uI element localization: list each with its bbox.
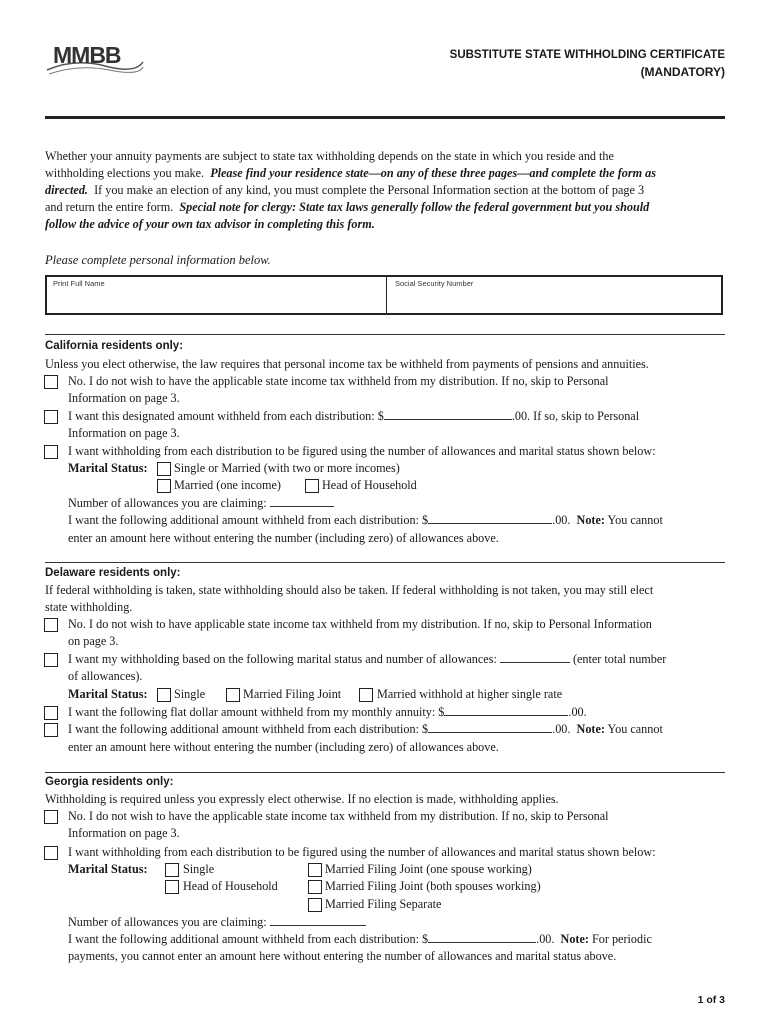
ga-note-label: Note:: [560, 932, 589, 946]
ca-marital-label: Marital Status:: [68, 461, 148, 475]
ca-additional-text: I want the following additional amount withheld from each distribution: $: [68, 513, 429, 527]
ga-figured-withholding-checkbox[interactable]: [44, 846, 58, 860]
ga-head-of-household-label: Head of Household: [183, 879, 278, 893]
delaware-heading: Delaware residents only:: [45, 567, 181, 579]
ga-additional-text: I want the following additional amount withheld from each distribution: $: [68, 932, 429, 946]
ca-additional-line1: [68, 512, 663, 528]
ga-additional-suffix: .00.: [536, 932, 555, 946]
ga-joint-both-spouses-checkbox[interactable]: [308, 880, 322, 894]
ca-married-one-income-label: Married (one income): [174, 478, 281, 492]
de-opt2-line1: [68, 651, 666, 667]
ga-joint-one-spouse-label: Married Filing Joint (one spouse working): [325, 862, 532, 876]
de-allowances-input[interactable]: [500, 651, 570, 663]
de-flat-suffix: .00.: [568, 705, 587, 719]
de-additional-suffix: .00.: [552, 722, 571, 736]
de-opt2-suffix: (enter total number: [572, 652, 667, 666]
intro-line-3: [45, 182, 644, 198]
ca-note-text: You cannot: [607, 513, 663, 527]
de-opt2-line2: of allowances).: [68, 669, 143, 683]
de-single-label: Single: [174, 687, 206, 701]
de-opt1-line1: No. I do not wish to have applicable state income tax withheld from my distribution. If no, skip to Personal Information: [68, 617, 652, 631]
ca-designated-amount-checkbox[interactable]: [44, 410, 58, 424]
ca-opt2-line1: [68, 408, 639, 424]
ca-opt2-text: I want this designated amount withheld from each distribution: $: [68, 409, 384, 423]
ca-opt3: I want withholding from each distribution to be figured using the number of allowances and marital status shown below:: [68, 444, 656, 458]
ga-filing-separate-label: Married Filing Separate: [325, 897, 442, 911]
intro-line-4b: Special note for clergy: State tax laws generally follow the federal government but you should: [179, 200, 650, 214]
de-marital-label: Marital Status:: [68, 687, 148, 701]
intro-line-4a: and return the entire form.: [45, 200, 174, 214]
ca-additional-suffix: .00.: [552, 513, 571, 527]
de-marital-allowances-checkbox[interactable]: [44, 653, 58, 667]
ca-opt2-suffix: .00. If so, skip to Personal: [511, 409, 640, 423]
de-opt1-line2: on page 3.: [68, 634, 119, 648]
intro-line-4: [45, 199, 649, 215]
ca-additional-amount-input[interactable]: [428, 512, 552, 524]
intro-line-2a: withholding elections you make.: [45, 166, 205, 180]
de-no-withholding-checkbox[interactable]: [44, 618, 58, 632]
ga-allowances-input[interactable]: [270, 914, 366, 926]
logo-text: MMBB: [53, 42, 121, 68]
header-rule: [45, 116, 725, 119]
de-note-text: You cannot: [607, 722, 663, 736]
de-flat-line: [68, 704, 587, 720]
ca-additional-line2: enter an amount here without entering the number (including zero) of allowances above.: [68, 531, 499, 545]
intro-line-3b: If you make an election of any kind, you must complete the Personal Information section at the bottom of page 3: [94, 183, 645, 197]
de-intro-line2: state withholding.: [45, 600, 133, 614]
ca-head-of-household-label: Head of Household: [322, 478, 417, 492]
personal-info-divider: [386, 275, 387, 315]
de-additional-text: I want the following additional amount withheld from each distribution: $: [68, 722, 429, 736]
ca-allowances-label: Number of allowances you are claiming:: [68, 496, 267, 510]
full-name-label: Print Full Name: [53, 279, 105, 288]
de-additional-line2: enter an amount here without entering the number (including zero) of allowances above.: [68, 740, 499, 754]
intro-line-2: [45, 165, 656, 181]
ga-head-of-household-checkbox[interactable]: [165, 880, 179, 894]
mmbb-logo: [45, 40, 145, 80]
ga-joint-both-spouses-label: Married Filing Joint (both spouses working): [325, 879, 541, 893]
personal-info-prompt: Please complete personal information below.: [45, 253, 271, 267]
ga-additional-amount-input[interactable]: [428, 931, 536, 943]
ga-intro: Withholding is required unless you expressly elect otherwise. If no election is made, withholding applies.: [45, 792, 559, 806]
ca-opt1-line1: No. I do not wish to have the applicable state income tax withheld from my distribution. If no, skip to Personal: [68, 374, 609, 388]
ca-opt1-line2: Information on page 3.: [68, 391, 180, 405]
intro-line-5: follow the advice of your own tax advisor in completing this form.: [45, 217, 375, 231]
form-subtitle: (MANDATORY): [640, 65, 725, 79]
ga-note-text: For periodic: [591, 932, 652, 946]
intro-line-3a: directed.: [45, 183, 88, 197]
ca-figured-withholding-checkbox[interactable]: [44, 445, 58, 459]
ca-no-withholding-checkbox[interactable]: [44, 375, 58, 389]
ca-intro: Unless you elect otherwise, the law requires that personal income tax be withheld from payments of pensions and annuities.: [45, 357, 649, 371]
de-opt2-text: I want my withholding based on the following marital status and number of allowances:: [68, 652, 497, 666]
ca-allowances-input[interactable]: [270, 495, 334, 507]
ca-single-or-married-checkbox[interactable]: [157, 462, 171, 476]
de-flat-amount-checkbox[interactable]: [44, 706, 58, 720]
ca-allowances-line: [68, 495, 334, 511]
ca-head-of-household-checkbox[interactable]: [305, 479, 319, 493]
de-additional-amount-checkbox[interactable]: [44, 723, 58, 737]
form-title: SUBSTITUTE STATE WITHHOLDING CERTIFICATE: [449, 49, 725, 61]
ga-opt1-line1: No. I do not wish to have the applicable state income tax withheld from my distribution. If no, skip to Personal: [68, 809, 609, 823]
de-flat-amount-input[interactable]: [444, 704, 568, 716]
ca-designated-amount-input[interactable]: [384, 408, 512, 420]
page-number: 1 of 3: [697, 994, 725, 1006]
de-higher-single-rate-checkbox[interactable]: [359, 688, 373, 702]
ga-filing-separate-checkbox[interactable]: [308, 898, 322, 912]
delaware-rule: [45, 562, 725, 563]
california-heading: California residents only:: [45, 340, 184, 352]
ga-additional-line2: payments, you cannot enter an amount here without entering the number of allowances and marital status above.: [68, 949, 617, 963]
ga-allowances-label: Number of allowances you are claiming:: [68, 915, 267, 929]
de-note-label: Note:: [576, 722, 605, 736]
de-higher-single-rate-label: Married withhold at higher single rate: [377, 687, 563, 701]
ca-married-one-income-checkbox[interactable]: [157, 479, 171, 493]
ssn-label: Social Security Number: [395, 279, 474, 288]
ga-joint-one-spouse-checkbox[interactable]: [308, 863, 322, 877]
de-married-joint-label: Married Filing Joint: [243, 687, 342, 701]
ga-marital-label: Marital Status:: [68, 862, 148, 876]
ga-single-label: Single: [183, 862, 215, 876]
de-married-joint-checkbox[interactable]: [226, 688, 240, 702]
ga-additional-line1: [68, 931, 652, 947]
ca-single-or-married-label: Single or Married (with two or more incomes): [174, 461, 400, 475]
ga-opt2: I want withholding from each distribution to be figured using the number of allowances and marital status shown below:: [68, 845, 656, 859]
de-additional-line1: [68, 721, 663, 737]
intro-line-1: Whether your annuity payments are subject to state tax withholding depends on the state in which you reside and the: [45, 149, 614, 163]
georgia-rule: [45, 772, 725, 773]
ga-no-withholding-checkbox[interactable]: [44, 810, 58, 824]
de-additional-amount-input[interactable]: [428, 721, 552, 733]
ga-opt1-line2: Information on page 3.: [68, 826, 180, 840]
de-flat-text: I want the following flat dollar amount withheld from my monthly annuity: $: [68, 705, 445, 719]
intro-line-2b: Please find your residence state—on any of these three pages—and complete the form as: [210, 166, 657, 180]
georgia-heading: Georgia residents only:: [45, 776, 174, 788]
ca-note-label: Note:: [576, 513, 605, 527]
ca-opt2-line2: Information on page 3.: [68, 426, 180, 440]
ga-allowances-line: [68, 914, 366, 930]
de-intro-line1: If federal withholding is taken, state withholding should also be taken. If federal withholding is not taken, you may still elect: [45, 583, 654, 597]
ga-single-checkbox[interactable]: [165, 863, 179, 877]
de-single-checkbox[interactable]: [157, 688, 171, 702]
california-rule: [45, 334, 725, 335]
